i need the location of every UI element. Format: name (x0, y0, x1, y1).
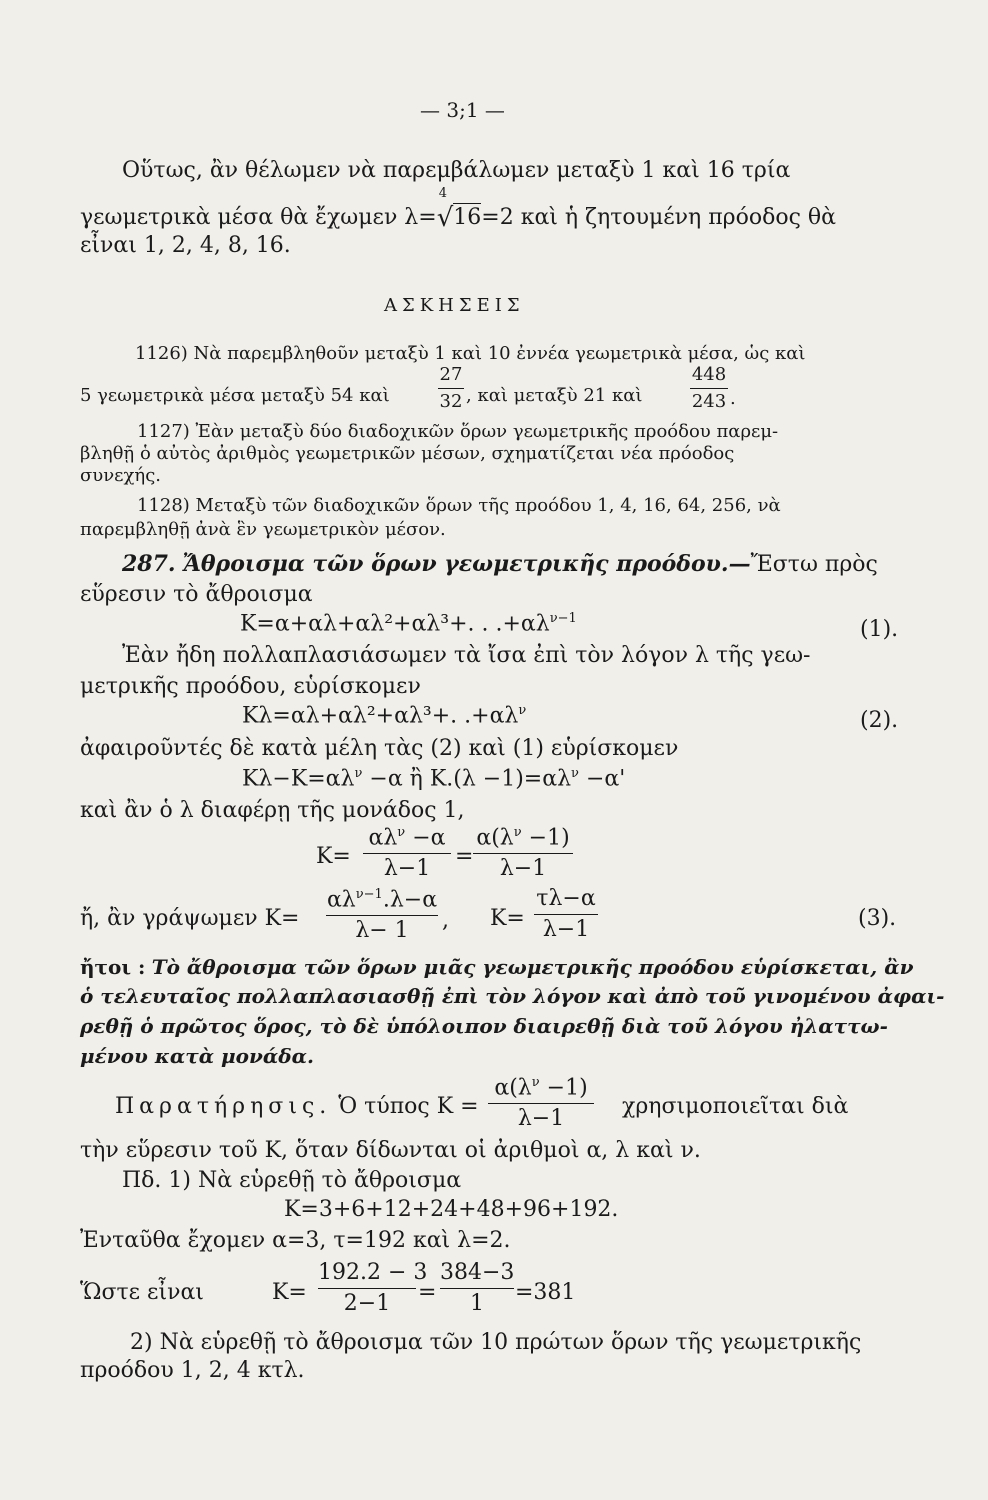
frac-num-tail: −1) (521, 825, 570, 851)
fraction-27-32 (438, 366, 464, 411)
equation-4-lhs: Κ= (316, 844, 351, 869)
example-2-line-1: 2) Νὰ εὑρεθῇ τὸ ἄθροισμα τῶν 10 πρώτων ὅρων τῆς γεωμετρικῆς (130, 1330, 862, 1355)
frac-num-base: αλ (326, 887, 356, 913)
frac-num-exponent: ν (513, 825, 522, 840)
fraction-448-243 (690, 366, 728, 411)
rule-line-4: μένου κατὰ μονάδα. (80, 1044, 314, 1068)
radical-sign: √ (436, 203, 454, 233)
example-equals: = (418, 1280, 437, 1305)
frac-numerator: 384−3 (440, 1260, 515, 1285)
remark-text-b: χρησιμοποιεῖται διὰ (622, 1094, 849, 1119)
example-fraction-2 (440, 1262, 514, 1315)
equation-2-label: (2). (860, 708, 899, 733)
equation-1-body: Κ=α+αλ+αλ²+αλ³+. . .+αλ (240, 611, 550, 637)
equation-3 (242, 767, 625, 790)
frac-numerator: 448 (691, 364, 727, 385)
frac-denominator: 243 (691, 391, 727, 412)
equation-1 (240, 612, 577, 635)
paragraph-2-line-1: Ἐὰν ἤδη πολλαπλασιάσωμεν τὰ ἴσα ἐπὶ τὸν λόγον λ τῆς γεω- (122, 643, 811, 668)
equation-4-equals: = (455, 844, 474, 869)
page-number: — 3;1 — (420, 98, 505, 122)
equation-1-exponent: ν−1 (549, 611, 577, 626)
equation-1-label: (1). (860, 617, 899, 642)
example-result: =381 (515, 1280, 576, 1305)
equation-5-fraction-1 (326, 888, 438, 942)
frac-numerator: 192.2 − 3 (318, 1260, 428, 1285)
example-2-line-2: προόδου 1, 2, 4 κτλ. (80, 1358, 305, 1383)
section-title-tail: Ἔστω πρὸς (750, 552, 878, 577)
frac-numerator (473, 826, 573, 853)
frac-num-base: αλ (368, 825, 398, 851)
equation-2-body: Κλ=αλ+αλ²+αλ³+. .+αλ (242, 703, 519, 729)
frac-num-base: α(λ (494, 1075, 532, 1101)
frac-num-tail: −1) (539, 1075, 588, 1101)
remark-label: Παρατήρησις. (115, 1094, 332, 1119)
section-number: 287. (122, 551, 176, 577)
equation-3-part-c: −α' (578, 766, 626, 792)
remark-fraction (488, 1076, 594, 1130)
root-index: 4 (438, 186, 447, 201)
paragraph-2-line-2: μετρικῆς προόδου, εὑρίσκομεν (80, 674, 421, 699)
frac-denominator: λ−1 (542, 917, 590, 942)
exercise-1126-line-2b: , καὶ μεταξὺ 21 καὶ (466, 385, 643, 406)
frac-denominator: λ−1 (383, 856, 431, 882)
exercise-1126-line-2a: 5 γεωμετρικὰ μέσα μεταξὺ 54 καὶ (80, 385, 390, 406)
exercise-1128-line-2: παρεμβληθῇ ἀνὰ ἓν γεωμετρικὸν μέσον. (80, 519, 446, 540)
section-287-heading (122, 553, 878, 576)
equation-5-prefix: ἤ, ἂν γράψωμεν Κ= (80, 906, 300, 931)
paragraph-4-line-1: καὶ ἂν ὁ λ διαφέρῃ τῆς μονάδος 1, (80, 798, 465, 823)
example-line-1: Πδ. 1) Νὰ εὑρεθῇ τὸ ἄθροισμα (122, 1168, 462, 1193)
equation-4-fraction-1 (363, 826, 451, 880)
frac-denominator: λ−1 (499, 856, 547, 882)
equation-4-fraction-2 (473, 826, 573, 880)
section-287-line-2: εὕρεσιν τὸ ἄθροισμα (80, 582, 313, 607)
equation-5-k: Κ= (490, 906, 525, 931)
equation-2 (242, 704, 526, 727)
exercise-1127-line-2: βληθῇ ὁ αὐτὸς ἀριθμὸς γεωμετρικῶν μέσων, σχηματίζεται νέα πρόοδος (80, 443, 735, 464)
frac-denominator: λ− 1 (355, 918, 409, 944)
example-result-prefix: Ὥστε εἶναι (80, 1280, 204, 1305)
rule-line-1 (80, 957, 914, 977)
exercise-1127-line-3: συνεχής. (80, 465, 161, 486)
frac-numerator (326, 888, 438, 915)
equation-2-exponent: ν (518, 703, 527, 718)
equation-5-fraction-2 (534, 888, 598, 941)
frac-num-exponent: ν (531, 1075, 540, 1090)
frac-num-tail: .λ−α (382, 887, 438, 913)
remark-text-a: Ὁ τύπος Κ = (338, 1094, 479, 1119)
exercises-heading: ΑΣΚΗΣΕΙΣ (384, 295, 525, 316)
frac-numerator (488, 1076, 594, 1103)
intro-line-1: Οὕτως, ἂν θέλωμεν νὰ παρεμβάλωμεν μεταξὺ 1 καὶ 16 τρία (122, 158, 791, 183)
frac-numerator: 27 (439, 364, 463, 385)
intro-line-2-start: γεωμετρικὰ μέσα θὰ ἔχωμεν λ= (80, 205, 437, 230)
example-result-k: Κ= (272, 1280, 307, 1305)
rule-line-3: ρεθῇ ὁ πρῶτος ὅρος, τὸ δὲ ὑπόλοιπον διαιρεθῇ διὰ τοῦ λόγου ἠλαττω- (80, 1014, 888, 1038)
exercise-1126-period: . (730, 388, 736, 409)
frac-num-tail: −α (405, 825, 446, 851)
paragraph-3-line-1: ἀφαιροῦντές δὲ κατὰ μέλη τὰς (2) καὶ (1) εὑρίσκομεν (80, 736, 679, 761)
rule-prefix: ἤτοι : (80, 955, 146, 979)
section-title: Ἄθροισμα τῶν ὅρων γεωμετρικῆς προόδου.— (182, 551, 751, 577)
example-given: Ἐνταῦθα ἔχομεν α=3, τ=192 καὶ λ=2. (80, 1228, 511, 1253)
equation-3-part-a: Κλ−Κ=αλ (242, 766, 355, 792)
intro-line-2-end: =2 καὶ ἡ ζητουμένη πρόοδος θὰ (481, 205, 837, 230)
equation-5-label: (3). (858, 906, 897, 931)
rule-line-2: ὁ τελευταῖος πολλαπλασιασθῇ ἐπὶ τὸν λόγον καὶ ἀπὸ τοῦ γινομένου ἀφαι- (80, 984, 945, 1008)
exercise-1127-line-1: 1127) Ἐὰν μεταξὺ δύο διαδοχικῶν ὅρων γεωμετρικῆς προόδου παρεμ- (137, 421, 779, 442)
example-fraction-1 (318, 1260, 428, 1316)
equation-3-exponent-b: ν (571, 766, 579, 781)
exercise-1128-line-1: 1128) Μεταξὺ τῶν διαδοχικῶν ὅρων τῆς προόδου 1, 4, 16, 64, 256, νὰ (137, 495, 781, 516)
remark-line-2: τὴν εὕρεσιν τοῦ Κ, ὅταν δίδωνται οἱ ἀριθμοὶ α, λ καὶ ν. (80, 1138, 701, 1163)
root-radicand: 16 (453, 205, 482, 230)
equation-3-exponent-a: ν (354, 766, 363, 781)
frac-numerator: τλ−α (536, 886, 596, 911)
frac-denominator: 32 (439, 391, 463, 412)
frac-num-exponent: ν (397, 825, 406, 840)
example-sum: Κ=3+6+12+24+48+96+192. (284, 1197, 619, 1222)
equation-5-comma: , (442, 908, 449, 933)
remark-line-1 (115, 1096, 479, 1118)
frac-num-exponent: ν−1 (355, 887, 383, 902)
frac-denominator: λ−1 (517, 1106, 565, 1132)
rule-line-1-text: Τὸ ἄθροισμα τῶν ὅρων μιᾶς γεωμετρικῆς προόδου εὑρίσκεται, ἂν (151, 955, 914, 979)
exercise-1126-line-1: 1126) Νὰ παρεμβληθοῦν μεταξὺ 1 καὶ 10 ἐννέα γεωμετρικὰ μέσα, ὡς καὶ (135, 343, 806, 364)
intro-line-3: εἶναι 1, 2, 4, 8, 16. (80, 233, 291, 258)
intro-line-2 (80, 186, 837, 233)
equation-3-part-b: −α ἢ Κ.(λ −1)=αλ (362, 766, 572, 792)
frac-numerator (363, 826, 451, 853)
frac-denominator: 1 (470, 1291, 484, 1316)
fourth-root (436, 186, 482, 233)
frac-denominator: 2−1 (343, 1291, 391, 1316)
frac-num-base: α(λ (476, 825, 514, 851)
